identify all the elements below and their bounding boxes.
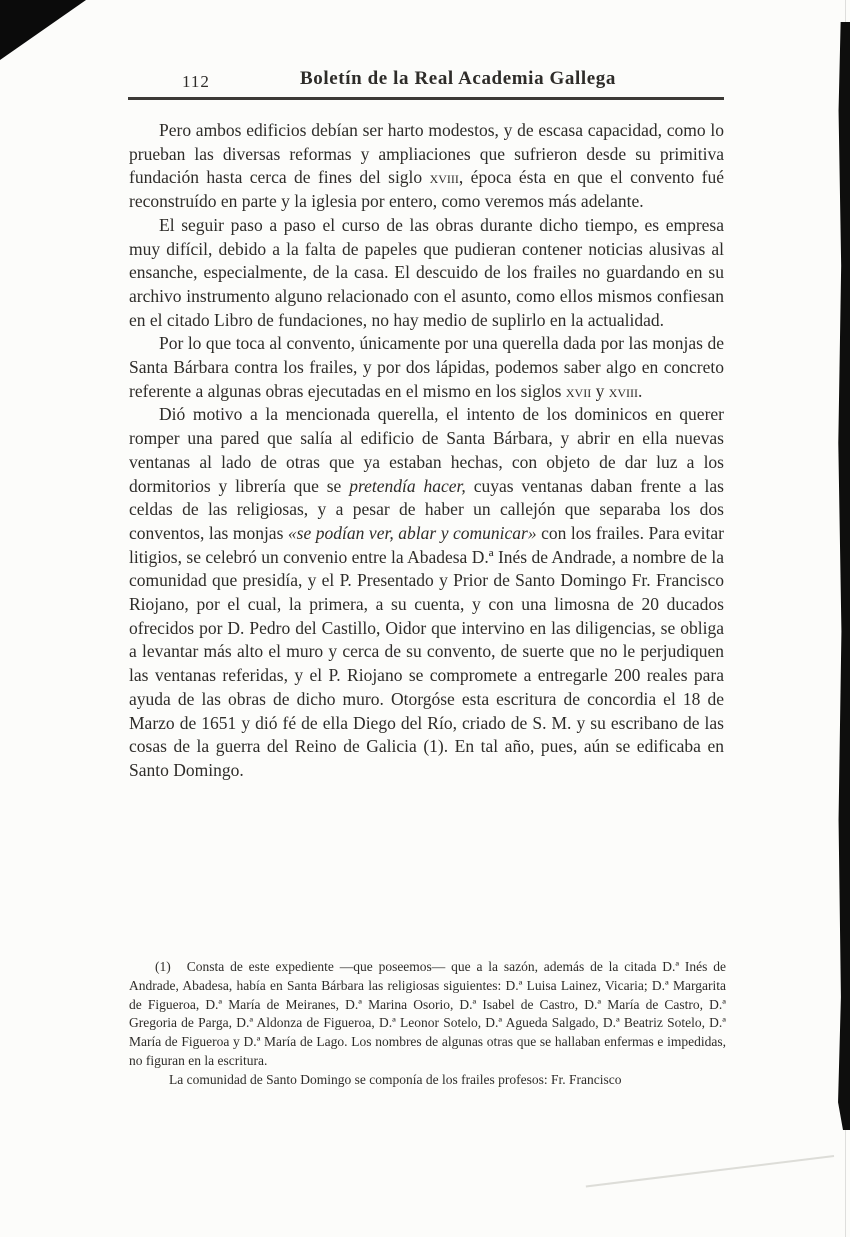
scan-scratch-mark	[586, 1155, 834, 1187]
text-segment: Por lo que toca al convento, únicamente por una querella dada por las monjas de Santa Bárbara contra los frailes, y por dos lápidas, podemos saber algo en concreto referente a algunas obras ejecutadas en el mismo en los siglos	[129, 333, 724, 401]
text-segment: El seguir paso a paso el curso de las obras durante dicho tiempo, es empresa muy difícil, debido a la falta de papeles que pudieran contener noticias alusivas al ensanche, especialmente, de la casa. El descuido de los frailes no guardando en su archivo instrumento alguno relacionado con el asunto, como ellos mismos confiesan en el citado Libro de fundaciones, no hay medio de suplirlo en la actualidad.	[129, 214, 724, 330]
scan-binding-shadow	[837, 22, 850, 1130]
smallcaps-text: xviii	[429, 167, 459, 188]
text-segment: Pero ambos edificios debían ser harto modestos, y de escasa capacidad, como lo prueban las diversas reformas y ampliaciones que sufrieron desde su primitiva fundación hasta cerca de fines del siglo	[129, 120, 724, 188]
text-segment: cuyas ventanas daban frente a las celdas de las religiosas, y a pesar de haber un callejón que separaba los dos conventos, las monjas	[129, 475, 724, 543]
paragraph	[129, 332, 724, 403]
footnote-text: La comunidad de Santo Domingo se componía de los frailes profesos: Fr. Francisco	[169, 1071, 622, 1087]
body-text	[129, 119, 724, 783]
italic-text: pretendía hacer,	[349, 475, 466, 496]
paragraph	[129, 119, 724, 214]
text-segment: Dió motivo a la mencionada querella, el intento de los dominicos en querer romper una pared que salía al edificio de Santa Bárbara, y abrir en ella nuevas ventanas al lado de otras que ya estaban hechas, con objeto de dar luz a los dormitorios y librería que se	[129, 404, 724, 496]
paragraph	[129, 214, 724, 333]
text-segment: .	[638, 380, 643, 401]
page-number: 112	[182, 72, 210, 91]
smallcaps-text: xvii	[565, 380, 592, 401]
footnote-marker: (1)	[155, 959, 171, 974]
footnote-text: Consta de este expediente —que poseemos— que a la sazón, además de la citada D.ª Inés de Andrade, Abadesa, había en Santa Bárbara las religiosas siguientes: D.ª Luisa Lainez, Vicaria; D.ª Margarita de Figueroa, D.ª María de Meiranes, D.ª Marina Osorio, D.ª Isabel de Castro, D.ª María de Castro, D.ª Gregoria de Parga, D.ª Aldonza de Figueroa, D.ª Leonor Sotelo, D.ª Agueda Salgado, D.ª Beatriz Sotelo, D.ª María de Figueroa y D.ª María de Lago. Los nombres de algunas otras que se hallaban enfermas e impedidas, no figuran en la escritura.	[129, 959, 726, 1068]
header-title: Boletín de la Real Academia Gallega	[299, 68, 616, 89]
footnotes	[129, 958, 726, 1090]
paragraph	[129, 403, 724, 782]
italic-text: «se podían ver, ablar y comunicar»	[287, 522, 537, 543]
header-rule	[128, 97, 724, 100]
text-segment: , época ésta en que el convento fué reconstruído en parte y la iglesia por entero, como veremos más adelante.	[129, 167, 724, 212]
running-header	[128, 68, 724, 96]
smallcaps-text: xviii	[608, 380, 639, 401]
footnote-item	[129, 958, 726, 1071]
scan-corner-artifact	[0, 0, 86, 60]
text-segment: y	[591, 380, 609, 401]
footnote-item	[129, 1071, 726, 1090]
text-segment: con los frailes. Para evitar litigios, se celebró un convenio entre la Abadesa D.ª Inés de Andrade, a nombre de la comunidad que presidía, y el P. Presentado y Prior de Santo Domingo Fr. Francisco Riojano, por el cual, la primera, a su cuenta, y con una limosna de 20 ducados ofrecidos por D. Pedro del Castillo, Oidor que intervino en las diligencias, se obliga a levantar más alto el muro y cerca de su convento, de suerte que no le perjudiquen las ventanas referidas, y el P. Riojano se compromete a entregarle 200 reales para ayuda de las obras de dicho muro. Otorgóse esta escritura de concordia el 18 de Marzo de 1651 y dió fé de ella Diego del Río, criado de S. M. y su escribano de las cosas de la guerra del Reino de Galicia (1). En tal año, pues, aún se edificaba en Santo Domingo.	[129, 522, 724, 780]
